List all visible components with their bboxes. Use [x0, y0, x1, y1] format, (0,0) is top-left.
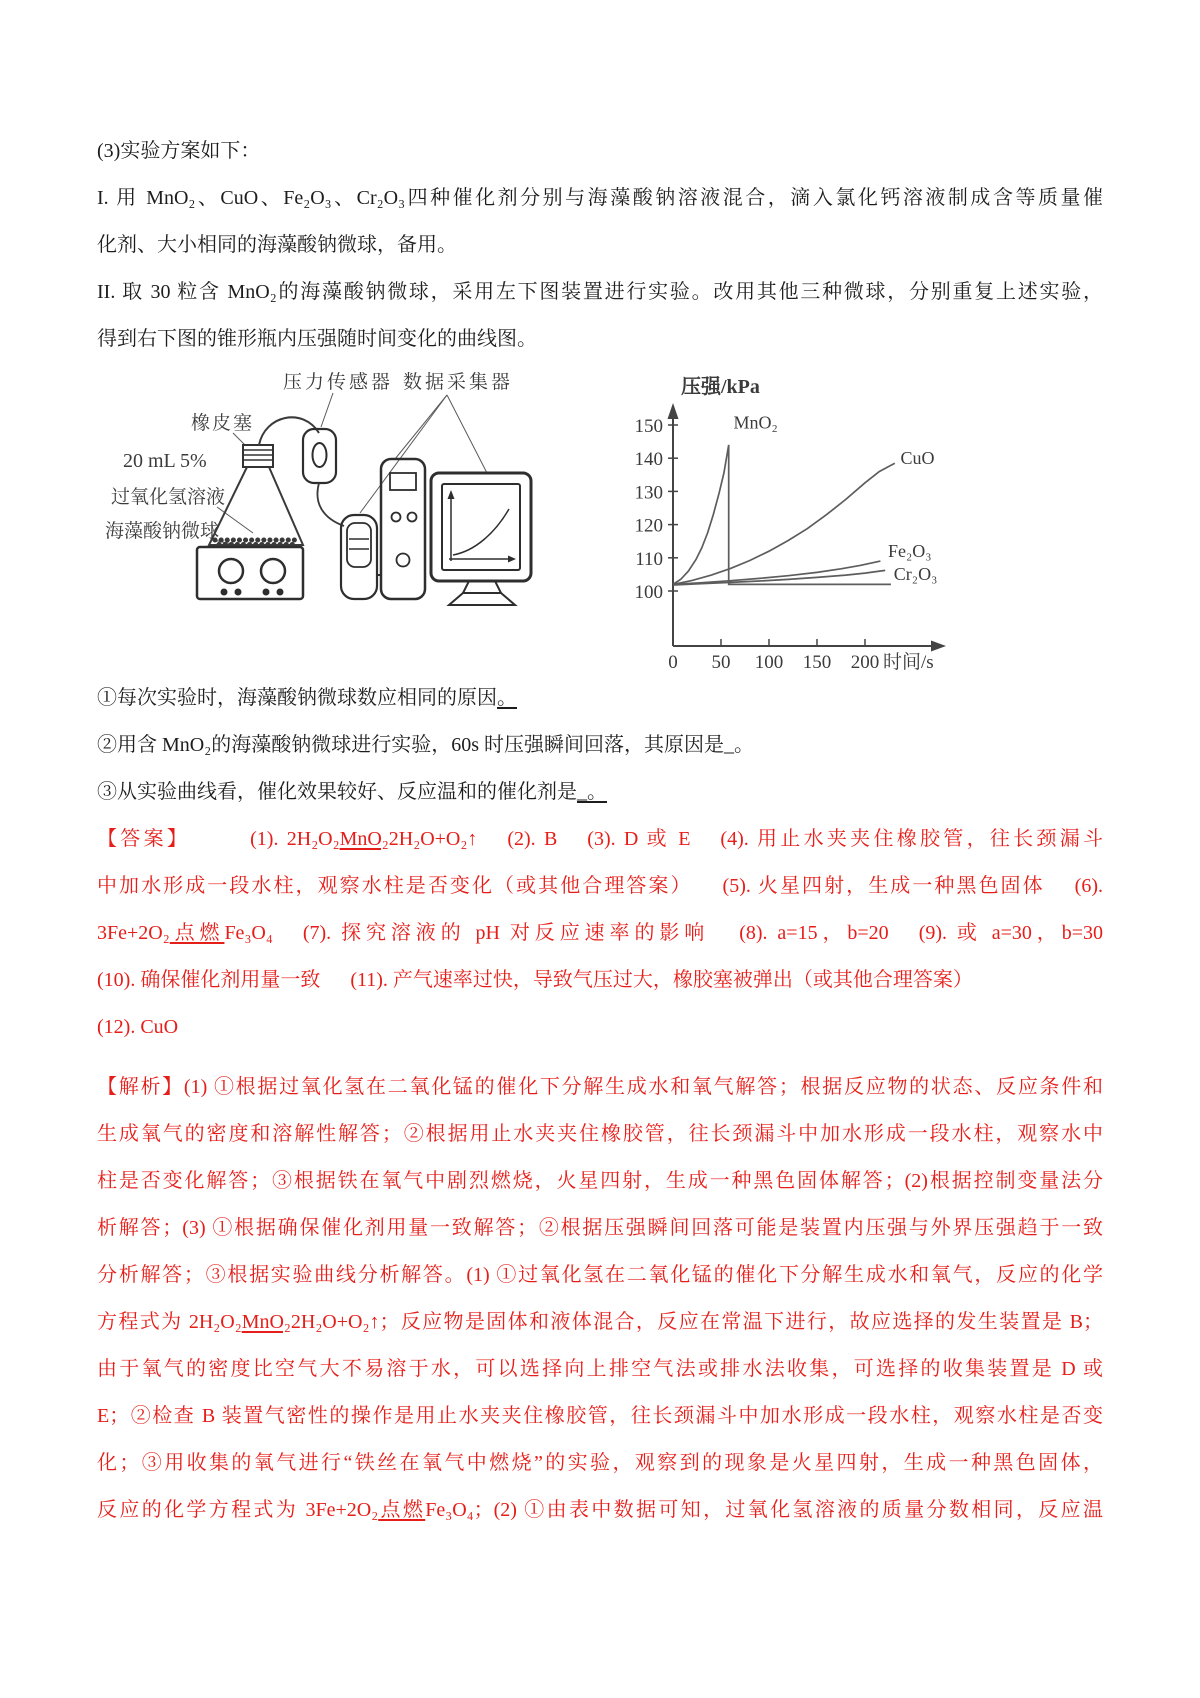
data-collector-label: 数据采集器: [403, 372, 514, 393]
text-line: (12). CuO: [97, 1016, 179, 1038]
question-lines: [97, 675, 1103, 816]
rubber-stopper: [243, 445, 273, 467]
text-line: 析解答；(3) ①根据确保催化剂用量一致解答；②根据压强瞬间回落可能是装置内压强与外界压强趋于一致: [97, 1217, 1103, 1239]
text-line: ③从实验曲线看，催化效果较好、反应温和的催化剂是_。: [97, 781, 607, 803]
solution-name-label: 过氧化氢溶液: [111, 487, 226, 508]
y-tick-label: 130: [634, 482, 663, 504]
text-line: 3Fe+2O₂点燃Fe₃O₄ (7). 探究溶液的 pH 对反应速率的影响 (8). a=15，b=20 (9). 或 a=30，b=30: [97, 922, 1104, 944]
series-label-2: Fe₂O₃: [888, 541, 932, 562]
series-label-0: MnO₂: [733, 412, 778, 433]
text-line: II. 取 30 粒含 MnO₂的海藻酸钠微球，采用左下图装置进行实验。改用其他三种微球，分别重复上述实验，: [97, 281, 1103, 303]
x-tick-label: 50: [711, 652, 731, 673]
solution-amount-label: 20 mL 5%: [123, 450, 207, 472]
pressure-sensor-label: 压力传感器: [283, 372, 394, 393]
series-label-1: CuO: [900, 447, 935, 468]
series-curve-1: [673, 463, 895, 584]
text-line: E；②检查 B 装置气密性的操作是用止水夹夹住橡胶管，往长颈漏斗中加水形成一段水柱，观察水柱是否变: [97, 1405, 1103, 1427]
text-line: I. 用 MnO₂、CuO、Fe₂O₃、Cr₂O₃四种催化剂分别与海藻酸钠溶液混合，滴入氯化钙溶液制成含等质量催: [97, 187, 1103, 209]
screen-y-arrow: [448, 490, 455, 499]
text-line: 【解析】(1) ①根据过氧化氢在二氧化锰的催化下分解生成水和氧气解答；根据反应物的状态、反应条件和: [97, 1076, 1103, 1098]
analysis-block: [97, 1064, 1103, 1534]
text-line: 由于氧气的密度比空气大不易溶于水，可以选择向上排空气法或排水法收集，可选择的收集装置是 D 或: [97, 1358, 1103, 1380]
answer-block: [97, 816, 1103, 1051]
y-tick-label: 120: [634, 515, 663, 537]
handheld-unit: [341, 515, 381, 599]
text-line: ②用含 MnO₂的海藻酸钠微球进行实验，60s 时压强瞬间回落，其原因是_。: [97, 734, 754, 756]
text-line: 柱是否变化解答；③根据铁在氧气中剧烈燃烧，火星四射，生成一种黑色固体解答；(2)根据控制变量法分: [97, 1170, 1103, 1192]
series-label-3: Cr₂O₃: [893, 564, 938, 584]
monitor-base: [449, 593, 515, 605]
monitor-stand: [463, 581, 501, 593]
x-tick-label: 100: [754, 652, 784, 673]
pressure-time-chart: [601, 363, 1103, 675]
hotplate: [197, 547, 303, 599]
series-curve-0: [673, 445, 891, 585]
text-line: (10). 确保催化剂用量一致 (11). 产气速率过快，导致气压过大，橡胶塞被弹出（或其他合理答案）: [97, 969, 973, 991]
text-line: 生成氧气的密度和溶解性解答；②根据用止水夹夹住橡胶管，往长颈漏斗中加水形成一段水柱，观察水中: [97, 1123, 1103, 1145]
text-line: 【答案】 (1). 2H₂O₂MnO₂2H₂O+O₂↑ (2). B (3). D 或 E (4). 用止水夹夹住橡胶管，往长颈漏斗: [97, 828, 1103, 850]
text-line: 方程式为 2H₂O₂MnO₂2H₂O+O₂↑；反应物是固体和液体混合，反应在常温下进行，故应选择的发生装置是 B；: [97, 1311, 1103, 1333]
intro-paragraphs: [97, 128, 1103, 363]
x-axis-arrow: [931, 641, 946, 652]
screen-curve: [453, 509, 509, 555]
pressure-sensor: [303, 429, 336, 483]
gas-tube: [259, 417, 319, 445]
x-axis-title: 时间/s: [883, 652, 934, 673]
y-axis-title: 压强/kPa: [681, 376, 760, 398]
data-collector-tower: [381, 459, 425, 599]
rubber-stopper-label: 橡皮塞: [191, 413, 255, 434]
screen-x-arrow: [508, 556, 516, 563]
apparatus-diagram: [97, 363, 601, 675]
text-line: 中加水形成一段水柱，观察水柱是否变化（或其他合理答案） (5). 火星四射，生成一种黑色固体 (6).: [97, 875, 1103, 897]
figure-row: [97, 363, 1103, 675]
text-line: 化；③用收集的氧气进行“铁丝在氧气中燃烧”的实验，观察到的现象是火星四射，生成一种黑色固体，: [97, 1452, 1103, 1474]
y-axis-arrow: [668, 403, 679, 419]
text-line: 化剂、大小相同的海藻酸钠微球，备用。: [97, 234, 457, 256]
computer-monitor: [431, 473, 531, 605]
sensor-cable: [317, 483, 344, 526]
y-tick-label: 150: [634, 416, 663, 437]
x-tick-label: 0: [668, 652, 678, 673]
text-line: 得到右下图的锥形瓶内压强随时间变化的曲线图。: [97, 328, 537, 350]
y-tick-label: 140: [634, 449, 663, 471]
x-tick-label: 150: [802, 652, 832, 673]
text-line: 分析解答；③根据实验曲线分析解答。(1) ①过氧化氢在二氧化锰的催化下分解生成水和氧气，反应的化学: [97, 1264, 1103, 1286]
text-line: ①每次实验时，海藻酸钠微球数应相同的原因。: [97, 687, 517, 709]
y-tick-label: 100: [634, 582, 663, 603]
series-curve-2: [673, 561, 880, 584]
leader-lines: [213, 393, 487, 545]
x-tick-label: 200: [850, 652, 880, 673]
text-line: 反应的化学方程式为 3Fe+2O₂点燃Fe₃O₄；(2) ①由表中数据可知，过氧化氢溶液的质量分数相同，反应温: [97, 1499, 1103, 1521]
text-line: (3)实验方案如下：: [97, 140, 261, 162]
y-tick-label: 110: [635, 548, 663, 570]
microspheres-label: 海藻酸钠微球: [105, 521, 220, 542]
